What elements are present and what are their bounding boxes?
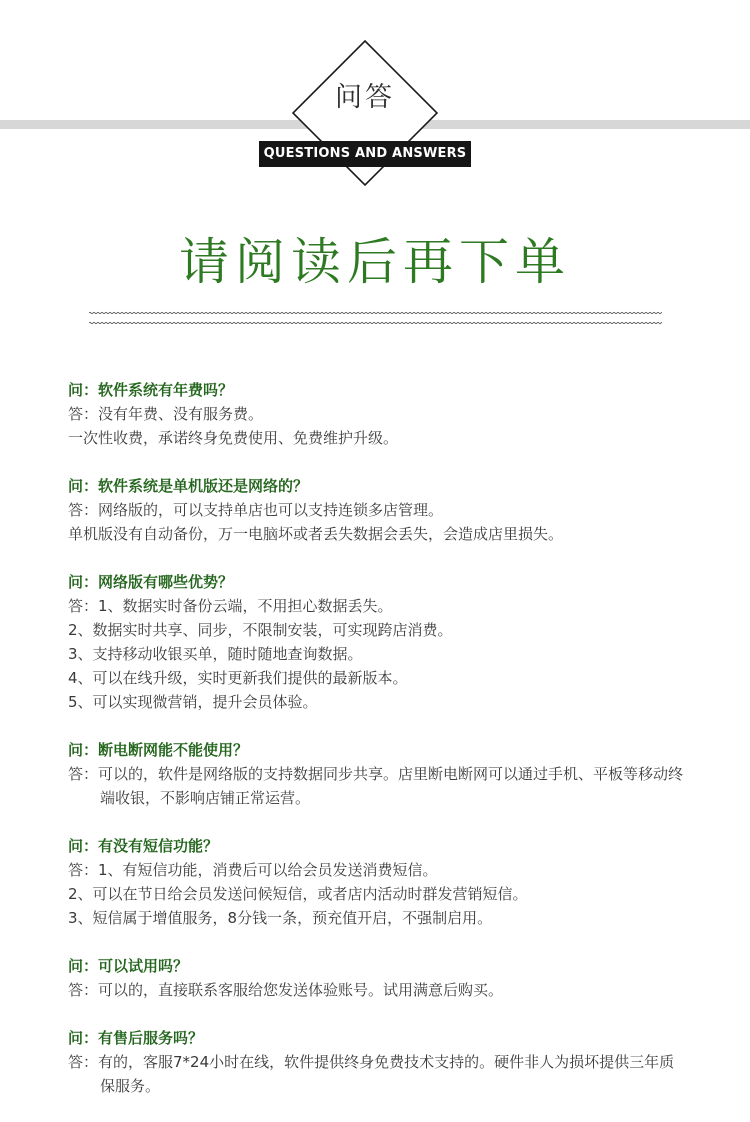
faq-answer-line: 答：有的，客服7*24小时在线，软件提供终身免费技术支持的。硬件非人为损坏提供三年质保服务。	[68, 1053, 675, 1095]
faq-answer-line: 答：1、有短信功能，消费后可以给会员发送消费短信。	[68, 861, 438, 879]
faq-question: 问：可以试用吗？	[68, 957, 189, 975]
faq-answer-line: 答：网络版的，可以支持单店也可以支持连锁多店管理。	[68, 501, 444, 519]
faq-question: 问：断电断网能不能使用？	[68, 741, 249, 759]
faq-question: 问：有售后服务吗？	[68, 1029, 204, 1047]
faq-answer-line: 2、数据实时共享、同步，不限制安装，可实现跨店消费。	[68, 621, 453, 639]
faq-answer-line: 2、可以在节日给会员发送问候短信，或者店内活动时群发营销短信。	[68, 885, 528, 903]
page-headline: 请阅读后再下单	[179, 233, 571, 291]
faq-answer-line: 一次性收费，承诺终身免费使用、免费维护升级。	[68, 429, 399, 447]
faq-answer-line: 3、支持移动收银买单，随时随地查询数据。	[68, 645, 363, 663]
faq-item	[68, 834, 688, 930]
faq-question: 问：软件系统是单机版还是网络的？	[68, 477, 309, 495]
faq-answer-line: 答：没有年费、没有服务费。	[68, 405, 264, 423]
faq-item	[68, 378, 688, 450]
faq-item	[68, 474, 688, 546]
faq-answer-line: 答：可以的，直接联系客服给您发送体验账号。试用满意后购买。	[68, 981, 504, 999]
faq-answer-line: 5、可以实现微营销，提升会员体验。	[68, 693, 318, 711]
faq-answer-line: 3、短信属于增值服务，8分钱一条，预充值开启，不强制启用。	[68, 909, 493, 927]
faq-answer-line: 答：1、数据实时备份云端，不用担心数据丢失。	[68, 597, 393, 615]
faq-answer-line: 4、可以在线升级，实时更新我们提供的最新版本。	[68, 669, 408, 687]
faq-item	[68, 954, 688, 1002]
faq-question: 问：有没有短信功能？	[68, 837, 219, 855]
section-subtitle-badge: QUESTIONS AND ANSWERS	[259, 141, 471, 167]
faq-answer-line: 单机版没有自动备份，万一电脑坏或者丢失数据会丢失，会造成店里损失。	[68, 525, 564, 543]
faq-answer-line: 答：可以的，软件是网络版的支持数据同步共享。店里断电断网可以通过手机、平板等移动终端收银，不影响店铺正常运营。	[68, 765, 684, 807]
faq-list	[68, 378, 688, 1122]
faq-item	[68, 570, 688, 714]
section-title: 问答	[335, 82, 395, 113]
headline-wavy-rule	[89, 307, 662, 329]
faq-item	[68, 1026, 688, 1098]
faq-question: 问：软件系统有年费吗？	[68, 381, 234, 399]
faq-question: 问：网络版有哪些优势？	[68, 573, 234, 591]
faq-item	[68, 738, 688, 810]
